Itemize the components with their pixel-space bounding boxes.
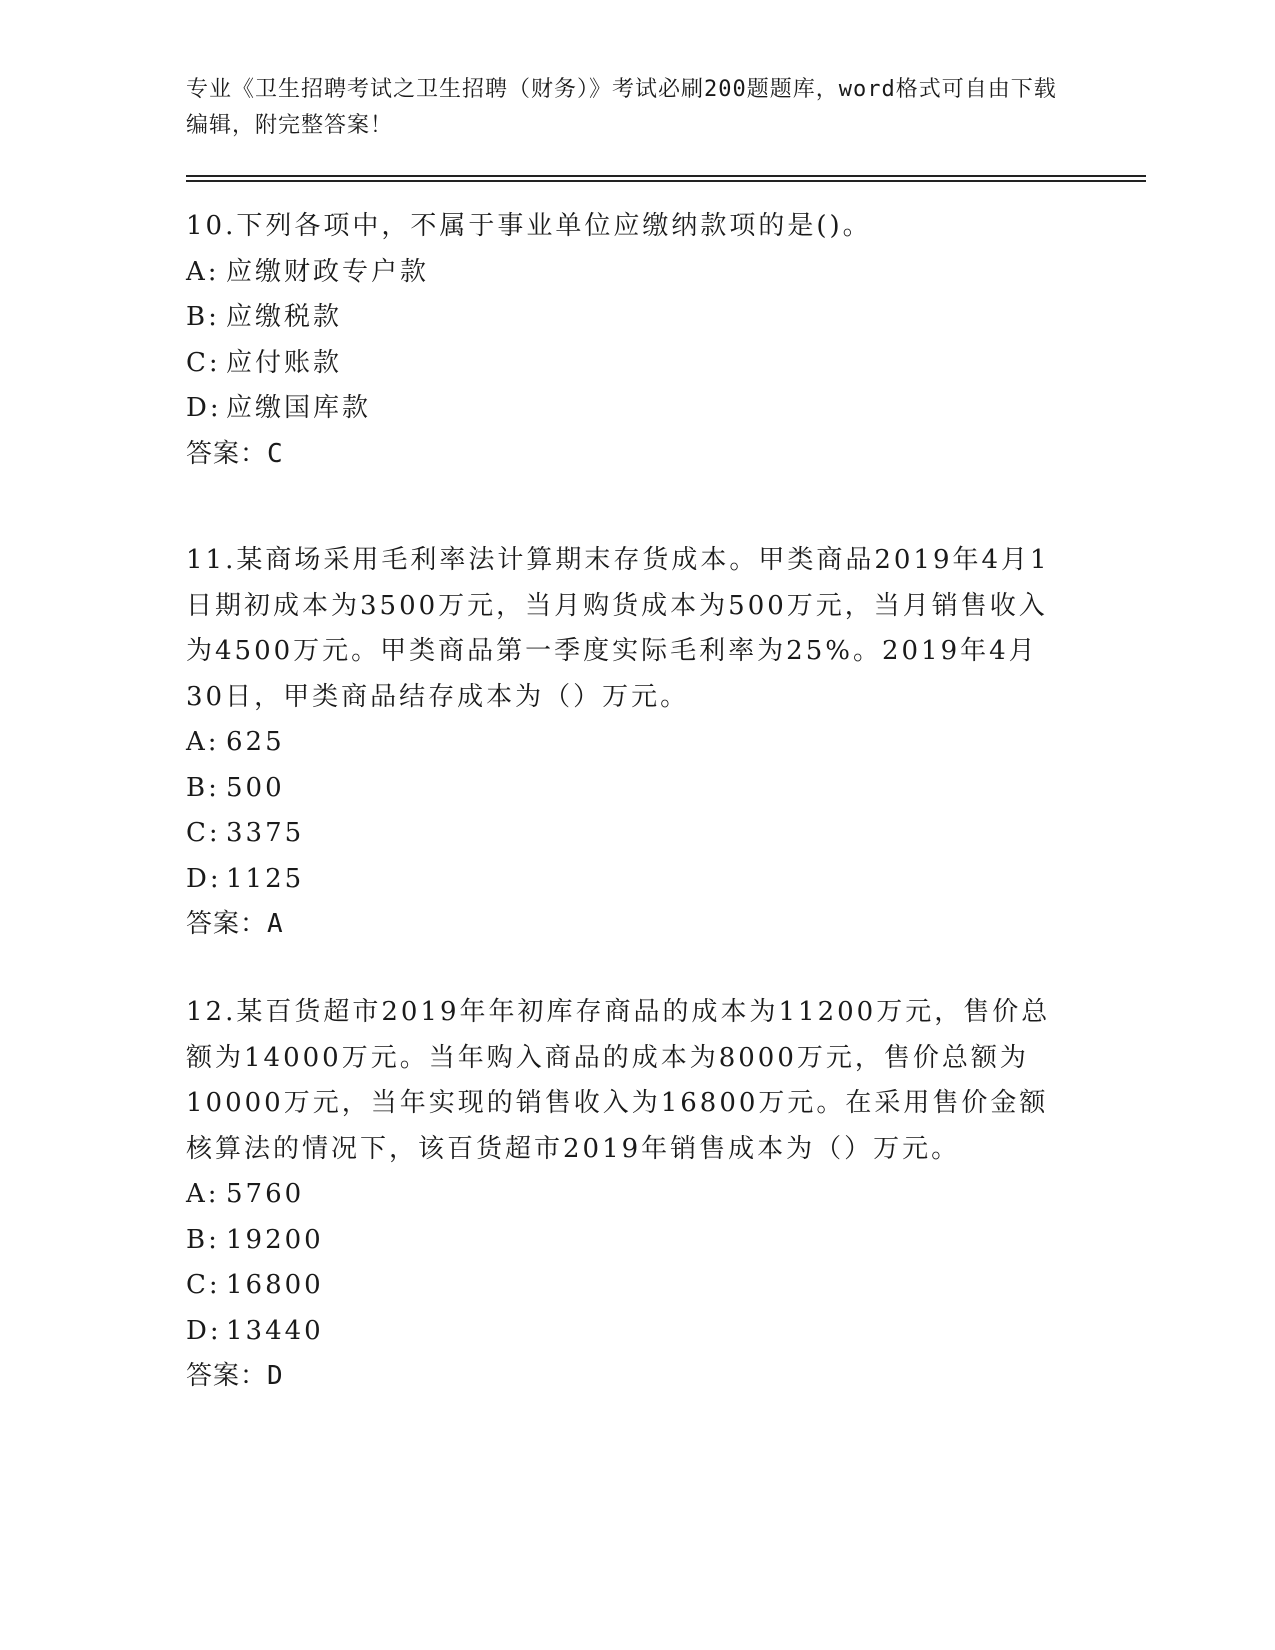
option-a <box>186 720 1066 766</box>
option-text: 500 <box>226 772 285 803</box>
option-letter: A: <box>186 727 220 757</box>
option-text: 5760 <box>226 1179 305 1209</box>
option-letter: A: <box>186 256 220 287</box>
option-a <box>186 1172 1066 1218</box>
option-b <box>186 766 1066 812</box>
option-letter: C: <box>186 1270 221 1300</box>
header-divider-top <box>186 175 1146 177</box>
option-b <box>186 295 1066 341</box>
question-stem: 10.下列各项中，不属于事业单位应缴纳款项的是()。 <box>186 211 872 241</box>
option-letter: D: <box>186 863 222 894</box>
option-d <box>186 1309 1066 1355</box>
option-letter: C: <box>186 818 221 848</box>
header-divider-bottom <box>186 180 1146 182</box>
option-b <box>186 1218 1066 1264</box>
option-text: 1125 <box>226 863 305 894</box>
option-letter: B: <box>186 302 220 332</box>
option-letter: D: <box>186 1315 222 1346</box>
document-header: 专业《卫生招聘考试之卫生招聘（财务）》考试必刷200题题库，word格式可自由下载编辑，附完整答案！ <box>186 77 1057 138</box>
question-11 <box>186 538 1066 948</box>
option-c <box>186 811 1066 857</box>
option-text: 应缴税款 <box>226 302 343 332</box>
question-12 <box>186 990 1066 1400</box>
option-text: 19200 <box>226 1224 324 1255</box>
question-stem: 11.某商场采用毛利率法计算期末存货成本。甲类商品2019年4月1日期初成本为3500万元，当月购货成本为500万元，当月销售收入为4500万元。甲类商品第一季度实际毛利率为25%。2019年4月30日，甲类商品结存成本为（）万元。 <box>186 545 1050 712</box>
option-text: 16800 <box>226 1270 324 1300</box>
option-d <box>186 857 1066 903</box>
option-letter: A: <box>186 1179 220 1209</box>
option-text: 13440 <box>226 1315 324 1346</box>
answer-line: 答案：D <box>186 1361 284 1391</box>
option-c <box>186 1263 1066 1309</box>
answer-line: 答案：A <box>186 909 284 939</box>
option-text: 应缴国库款 <box>226 393 372 423</box>
option-letter: D: <box>186 393 222 423</box>
option-text: 应缴财政专户款 <box>226 256 430 287</box>
option-d <box>186 386 1066 432</box>
option-c <box>186 341 1066 387</box>
option-letter: C: <box>186 347 221 378</box>
option-a <box>186 250 1066 296</box>
option-text: 3375 <box>226 818 305 848</box>
answer-line: 答案：C <box>186 438 284 469</box>
option-letter: B: <box>186 772 220 803</box>
option-letter: B: <box>186 1224 220 1255</box>
question-stem: 12.某百货超市2019年年初库存商品的成本为11200万元，售价总额为14000万元。当年购入商品的成本为8000万元，售价总额为10000万元，当年实现的销售收入为16800万元。在采用售价金额核算法的情况下，该百货超市2019年销售成本为（）万元。 <box>186 997 1051 1164</box>
option-text: 625 <box>226 727 285 757</box>
option-text: 应付账款 <box>226 347 343 378</box>
question-10 <box>186 204 1066 477</box>
